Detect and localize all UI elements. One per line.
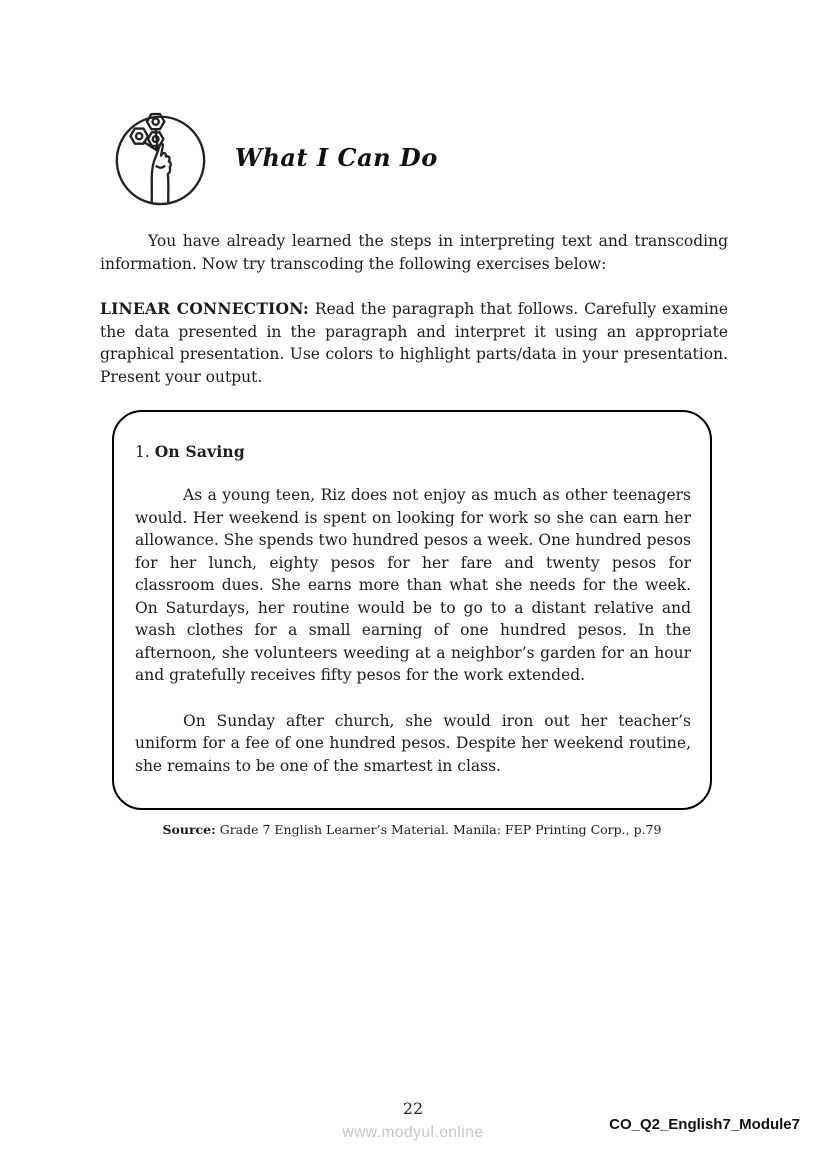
exercise-number: 1. (135, 443, 150, 461)
story-paragraph-2: On Sunday after church, she would iron out her teacher’s uniform for a fee of one hundred pesos. Despite her weekend routine, she remains to be one of the smartest in class. (135, 711, 691, 775)
exercise-title-text: On Saving (154, 442, 245, 461)
story-paragraph-1: As a young teen, Riz does not enjoy as much as other teenagers would. Her weekend is spent on looking for work so she can earn her allowance. She spends two hundred pesos a week. One hundred pesos for her lunch, eighty pesos for her fare and twenty pesos for classroom dues. She earns more than what she needs for the week. On Saturdays, her routine would be to go to a distant relative and wash clothes for a small earning of one hundred pesos. In the afternoon, she volunteers weeding at a neighbor’s garden for an hour and gratefully receives fifty pesos for the work extended. (135, 486, 691, 684)
exercise-box (112, 410, 712, 810)
watermark-text: www.modyul.online (342, 1124, 484, 1141)
task-label: LINEAR CONNECTION: (100, 299, 309, 318)
exercise-title (135, 442, 691, 461)
section-header (112, 108, 438, 207)
page-number: 22 (402, 1099, 424, 1118)
page-title: What I Can Do (235, 143, 438, 172)
hand-holding-flowers-icon (112, 108, 209, 207)
source-label: Source: (162, 822, 216, 837)
source-citation (112, 822, 712, 837)
module-code: CO_Q2_English7_Module7 (609, 1116, 800, 1133)
source-text: Grade 7 English Learner’s Material. Manila: FEP Printing Corp., p.79 (219, 822, 662, 837)
task-instructions (100, 298, 728, 388)
intro-paragraph: You have already learned the steps in interpreting text and transcoding information. Now try transcoding the following exercises below: (100, 232, 728, 273)
task-text: Read the paragraph that follows. Carefully examine the data presented in the paragraph and interpret it using an appropriate graphical presentation. Use colors to highlight parts/data in your presentation. Present your output. (100, 300, 729, 386)
